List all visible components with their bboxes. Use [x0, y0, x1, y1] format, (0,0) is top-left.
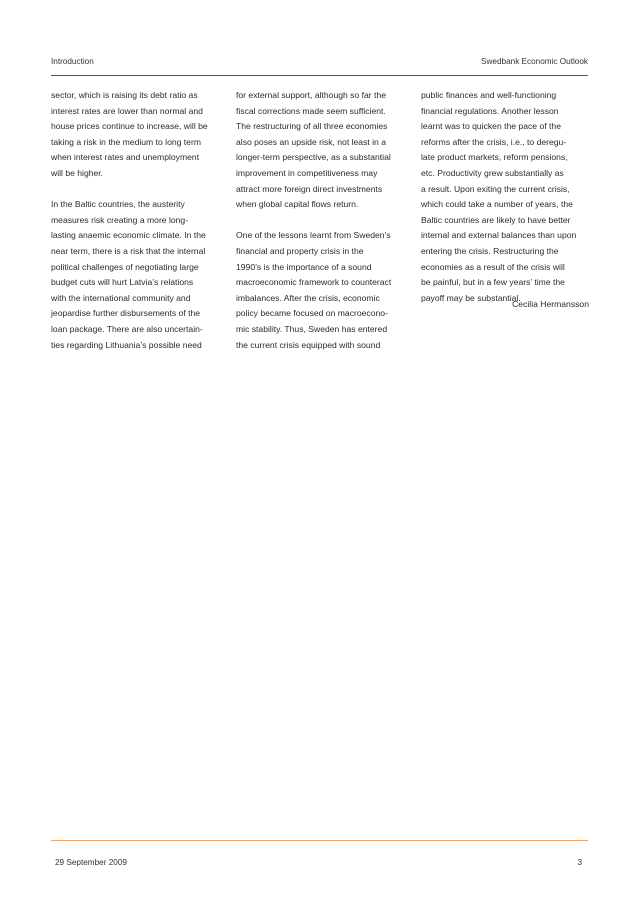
text-line: for external support, although so far the: [236, 90, 387, 100]
text-line: loan package. There are also uncertain-: [51, 323, 203, 334]
text-line: Baltic countries are likely to have better: [421, 214, 571, 225]
text-column-1: [51, 88, 219, 353]
text-line: be painful, but in a few years’ time the: [421, 277, 565, 288]
header-divider: [51, 75, 588, 76]
text-line: with the international community and: [51, 292, 191, 303]
text-line: fiscal corrections made seem sufficient.: [236, 105, 386, 116]
text-line: policy became focused on macroecono-: [236, 308, 388, 319]
text-line: lasting anaemic economic climate. In the: [51, 230, 206, 241]
text-line: In the Baltic countries, the austerity: [51, 199, 185, 210]
text-line: taking a risk in the medium to long term: [51, 136, 201, 147]
text-line: budget cuts will hurt Latvia’s relations: [51, 277, 194, 288]
text-line: ties regarding Lithuania’s possible need: [51, 339, 202, 350]
text-line: entering the crisis. Restructuring the: [421, 245, 559, 256]
text-line: the current crisis equipped with sound: [236, 339, 381, 350]
text-line: payoff may be substantial.: [421, 292, 521, 303]
text-line: when interest rates and unemployment: [51, 152, 200, 163]
text-line: attract more foreign direct investments: [236, 183, 383, 194]
text-line: internal and external balances than upon: [421, 230, 577, 241]
paragraph-gap: [236, 213, 404, 229]
text-line: One of the lessons learnt from Sweden’s: [236, 230, 391, 241]
running-header-publication: Swedbank Economic Outlook: [481, 57, 588, 66]
page-number: 3: [577, 858, 582, 867]
footer-date: 29 September 2009: [55, 858, 127, 867]
text-line: improvement in competitiveness may: [236, 167, 378, 178]
running-header-section: Introduction: [51, 57, 94, 66]
text-line: late product markets, reform pensions,: [421, 152, 568, 163]
text-line: longer-term perspective, as a substantial: [236, 152, 391, 163]
text-column-3: [421, 88, 589, 306]
text-line: reforms after the crisis, i.e., to deregu-: [421, 136, 567, 147]
author-signature: Cecilia Hermansson: [512, 299, 589, 309]
text-line: financial regulations. Another lesson: [421, 105, 559, 116]
text-line: public finances and well-functioning: [421, 90, 557, 100]
text-line: sector, which is raising its debt ratio as: [51, 90, 198, 100]
text-line: etc. Productivity grew substantially as: [421, 167, 564, 178]
text-line: house prices continue to increase, will be: [51, 121, 208, 132]
text-line: a result. Upon exiting the current crisis,: [421, 183, 570, 194]
text-line: jeopardise further disbursements of the: [51, 308, 201, 319]
text-line: when global capital flows return.: [236, 199, 359, 210]
text-line: measures risk creating a more long-: [51, 214, 189, 225]
text-line: interest rates are lower than normal and: [51, 105, 203, 116]
text-line: macroeconomic framework to counteract: [236, 277, 392, 288]
text-line: mic stability. Thus, Sweden has entered: [236, 323, 388, 334]
text-column-2: [236, 88, 404, 353]
text-line: will be higher.: [51, 167, 104, 178]
text-line: 1990’s is the importance of a sound: [236, 261, 372, 272]
paragraph-gap: [51, 182, 219, 198]
text-line: financial and property crisis in the: [236, 245, 364, 256]
text-line: economies as a result of the crisis will: [421, 261, 565, 272]
text-line: which could take a number of years, the: [421, 199, 573, 210]
text-line: learnt was to quicken the pace of the: [421, 121, 561, 132]
text-line: also poses an upside risk, not least in a: [236, 136, 387, 147]
text-line: political challenges of negotiating large: [51, 261, 199, 272]
footer-divider: [51, 840, 588, 841]
text-line: The restructuring of all three economies: [236, 121, 388, 132]
text-line: imbalances. After the crisis, economic: [236, 292, 380, 303]
text-line: near term, there is a risk that the internal: [51, 245, 206, 256]
